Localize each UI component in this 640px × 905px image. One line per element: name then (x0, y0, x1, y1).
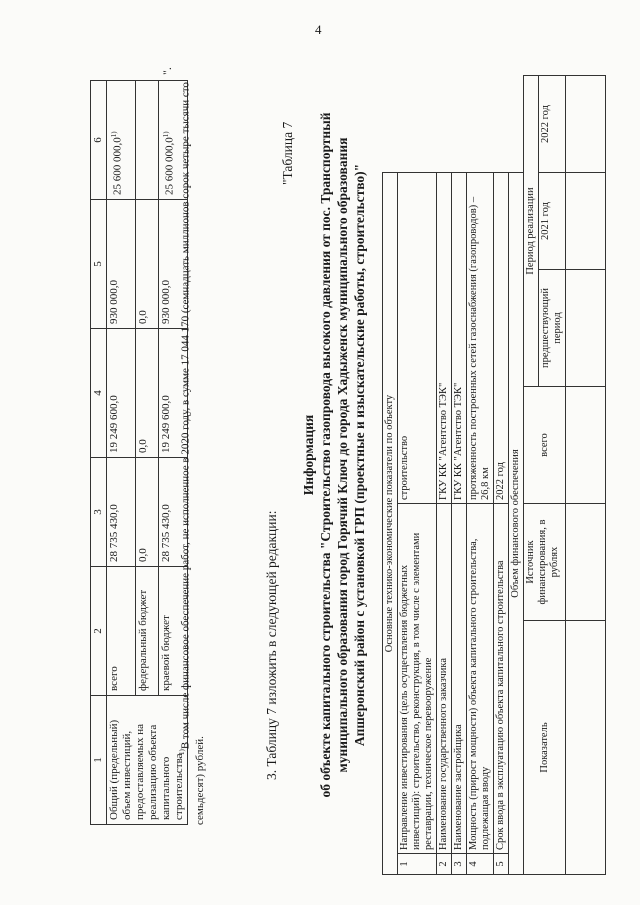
footnote-text: В том числе финансовое обеспечение работ, не исполненное в 2020 году, в сумме 17 044 170 (семнадцать миллионов сорок четыре тысячи сто семьдесят) рублей. (179, 82, 206, 825)
col-source: Источник финансирования, в рублях (524, 504, 566, 621)
row-value: 2022 год (494, 173, 509, 504)
empty-cell (566, 76, 606, 173)
table-row (467, 76, 494, 875)
section-header: Основные технико-экономические показатели по объекту (383, 173, 398, 875)
title-line: Апшеронский район с установкой ГРП (проектные и изыскательские работы, строительство)" (352, 163, 367, 747)
table-row (107, 81, 136, 825)
value-cell: 0,0 (135, 329, 158, 458)
value-cell: 28 735 430,0 (107, 458, 136, 567)
header-cell: 2 (91, 567, 107, 696)
empty-row (566, 76, 606, 875)
value-cell: 19 249 600,0 (159, 329, 188, 458)
header-cell: 4 (91, 329, 107, 458)
empty-cell (566, 270, 606, 387)
row-value: ГКУ КК "Агентство ТЭК" (437, 173, 452, 504)
source-cell: всего (107, 567, 136, 696)
empty-cell (566, 173, 606, 270)
row-label: Срок ввода в эксплуатацию объекта капитального строительства (494, 504, 509, 854)
col-period: Период реализации (524, 76, 539, 387)
col-indicator: Показатель (524, 621, 566, 875)
value-cell: 930 000,0 (107, 200, 136, 329)
object-info-table (382, 75, 606, 875)
col-2021: 2021 год (539, 173, 566, 270)
footnote-mark: 1) (178, 749, 186, 755)
header-cell: 1 (91, 696, 107, 825)
row-number: 1 (398, 854, 437, 875)
empty-cell (566, 387, 606, 504)
document-title (300, 75, 368, 835)
col-2022: 2022 год (539, 76, 566, 173)
columns-header-row (524, 76, 539, 875)
footnote (175, 65, 207, 825)
row-number: 4 (467, 854, 494, 875)
row-label: Наименование застройщика (452, 504, 467, 854)
source-cell: федеральный бюджет (135, 567, 158, 696)
row-number: 3 (452, 854, 467, 875)
amendment-paragraph: 3. Таблицу 7 изложить в следующей редакции: (264, 510, 279, 780)
investment-table (90, 80, 188, 825)
source-cell: краевой бюджет (159, 567, 188, 696)
row-value: строительство (398, 173, 437, 504)
row-value: ГКУ КК "Агентство ТЭК" (452, 173, 467, 504)
value-cell: 930 000,0 (159, 200, 188, 329)
row-label: Общий (предельный) объем инвестиций, предоставляемых на реализацию объекта капитального строительства (107, 696, 188, 825)
value-cell: 25 600 000,0$^{1)}$ (159, 81, 188, 200)
table-label: "Таблица 7 (280, 121, 295, 185)
empty-cell (566, 621, 606, 875)
value-cell: 28 735 430,0 (159, 458, 188, 567)
header-cell: 6 (91, 81, 107, 200)
title-line: об объекте капитального строительства "Строительство газопровода высокого давления от пос. Транспортный (318, 112, 333, 798)
table-row (437, 76, 452, 875)
value-cell (135, 81, 158, 200)
row-number: 2 (437, 854, 452, 875)
row-label: Направление инвестирования (цель осуществления бюджетных инвестиций): строительство, реконструкция, в том числе с элементами реставрации, техническое перевооружение (398, 504, 437, 854)
row-label: Наименование государственного заказчика (437, 504, 452, 854)
value-cell: 0,0 (135, 458, 158, 567)
title-line: Информация (301, 414, 316, 496)
empty-cell (566, 504, 606, 621)
funding-header: Объем финансового обеспечения (509, 173, 524, 875)
col-total: всего (524, 387, 566, 504)
header-cell: 3 (91, 458, 107, 567)
row-value: протяженность построенных сетей газоснабжения (газопроводов) – 26,8 км (467, 173, 494, 504)
row-number: 5 (494, 854, 509, 875)
table-row (494, 76, 509, 875)
table-header-row (91, 81, 107, 825)
value-cell: 25 600 000,0$^{1)}$ (107, 81, 136, 200)
table-row (452, 76, 467, 875)
page-number: 4 (315, 22, 322, 37)
table-row (398, 76, 437, 875)
value-cell: 0,0 (135, 200, 158, 329)
title-line: муниципального образования город Горячий Ключ до города Хадыженск муниципального образования (335, 137, 350, 773)
col-prev: предшествующий период (539, 270, 566, 387)
closing-quote: ". (160, 67, 174, 75)
funding-header-row (509, 76, 524, 875)
section-header-row (383, 76, 398, 875)
row-label: Мощность (прирост мощности) объекта капитального строительства, подлежащая вводу (467, 504, 494, 854)
header-cell: 5 (91, 200, 107, 329)
value-cell: 19 249 600,0 (107, 329, 136, 458)
